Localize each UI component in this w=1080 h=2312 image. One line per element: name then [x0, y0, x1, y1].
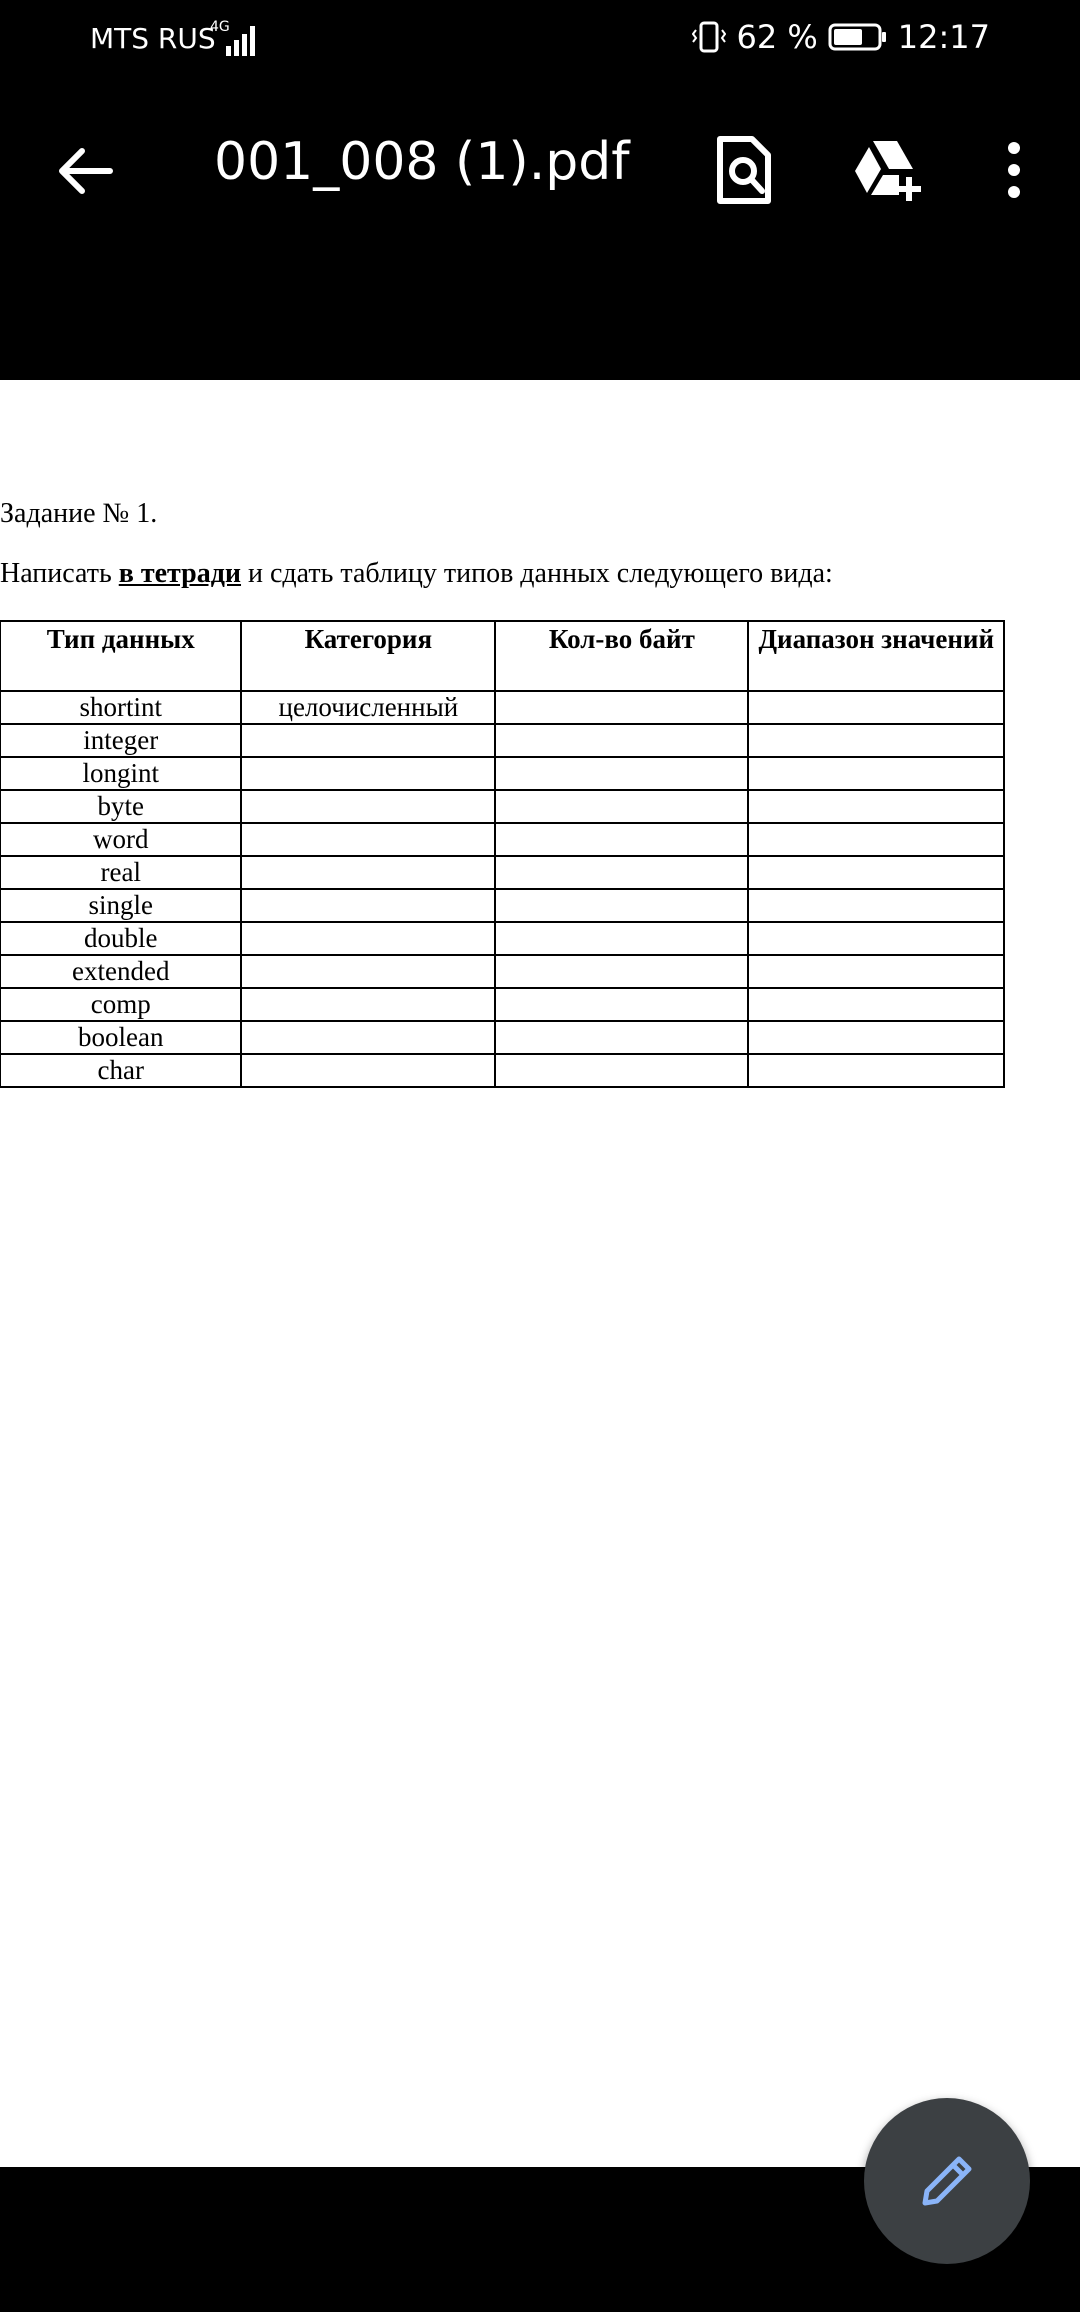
header-type: Тип данных	[0, 621, 241, 691]
cell-bytes	[495, 724, 748, 757]
instruction-emphasis: в тетради	[118, 558, 242, 589]
cell-range	[748, 889, 1004, 922]
arrow-left-icon	[52, 138, 118, 204]
table-row	[0, 757, 1004, 790]
table-row	[0, 1054, 1004, 1087]
cell-category	[241, 889, 495, 922]
instruction-prefix: Написать	[0, 558, 119, 589]
table-row	[0, 724, 1004, 757]
cell-range	[748, 823, 1004, 856]
cell-category	[241, 790, 495, 823]
cell-type: shortint	[0, 691, 241, 724]
table-row	[0, 856, 1004, 889]
pdf-page	[0, 380, 1080, 2167]
cell-type: comp	[0, 988, 241, 1021]
cell-bytes	[495, 889, 748, 922]
back-button[interactable]	[52, 138, 118, 204]
cell-type: byte	[0, 790, 241, 823]
status-bar	[0, 0, 1080, 80]
cell-range	[748, 757, 1004, 790]
carrier-name: MTS RUS	[90, 22, 216, 55]
cell-category	[241, 1021, 495, 1054]
data-types-table	[0, 620, 1005, 1088]
find-in-document-button[interactable]	[704, 130, 784, 210]
battery-icon	[828, 22, 888, 52]
battery-percent: 62 %	[736, 18, 818, 56]
more-vert-icon	[1004, 140, 1024, 200]
task-heading: Задание № 1.	[0, 498, 158, 529]
drive-add-icon	[851, 137, 925, 203]
vibrate-icon	[692, 20, 726, 54]
cell-range	[748, 1021, 1004, 1054]
cell-type: extended	[0, 955, 241, 988]
cell-range	[748, 922, 1004, 955]
table-row	[0, 889, 1004, 922]
cell-category	[241, 988, 495, 1021]
cell-category	[241, 757, 495, 790]
cell-type: real	[0, 856, 241, 889]
cell-bytes	[495, 757, 748, 790]
cell-category	[241, 955, 495, 988]
cell-range	[748, 1054, 1004, 1087]
cell-range	[748, 790, 1004, 823]
cell-bytes	[495, 1054, 748, 1087]
table-row	[0, 988, 1004, 1021]
cell-type: word	[0, 823, 241, 856]
table-row	[0, 922, 1004, 955]
instruction-suffix: и сдать таблицу типов данных следующего вида:	[241, 558, 833, 589]
cell-bytes	[495, 823, 748, 856]
table-header-row	[0, 621, 1004, 691]
cell-category	[241, 856, 495, 889]
cell-category	[241, 724, 495, 757]
header-category: Категория	[241, 621, 495, 691]
cell-category	[241, 922, 495, 955]
cell-range	[748, 691, 1004, 724]
signal-strength-icon	[222, 22, 262, 56]
cell-bytes	[495, 856, 748, 889]
cell-type: char	[0, 1054, 241, 1087]
more-options-button[interactable]	[986, 130, 1042, 210]
header-range: Диапазон значений	[748, 621, 1004, 691]
cell-bytes	[495, 1021, 748, 1054]
cell-bytes	[495, 790, 748, 823]
cell-category	[241, 1054, 495, 1087]
cell-range	[748, 988, 1004, 1021]
cell-type: single	[0, 889, 241, 922]
cell-type: boolean	[0, 1021, 241, 1054]
cell-bytes	[495, 922, 748, 955]
edit-fab-button[interactable]	[864, 2098, 1030, 2264]
pencil-icon	[915, 2149, 979, 2213]
add-to-drive-button[interactable]	[848, 130, 928, 210]
network-type-badge: 4G	[210, 19, 230, 35]
table-row	[0, 691, 1004, 724]
status-right-group	[692, 18, 990, 56]
header-bytes: Кол-во байт	[495, 621, 748, 691]
cell-bytes	[495, 691, 748, 724]
cell-type: double	[0, 922, 241, 955]
clock: 12:17	[897, 18, 990, 56]
cell-category: целочисленный	[241, 691, 495, 724]
cell-range	[748, 856, 1004, 889]
app-bar	[0, 80, 1080, 380]
cell-range	[748, 724, 1004, 757]
table-row	[0, 823, 1004, 856]
cell-range	[748, 955, 1004, 988]
table-row	[0, 955, 1004, 988]
instruction-text	[0, 558, 833, 590]
table-row	[0, 1021, 1004, 1054]
cell-type: longint	[0, 757, 241, 790]
cell-type: integer	[0, 724, 241, 757]
cell-category	[241, 823, 495, 856]
cell-bytes	[495, 955, 748, 988]
table-row	[0, 790, 1004, 823]
cell-bytes	[495, 988, 748, 1021]
document-title: 001_008 (1).pdf	[214, 132, 630, 192]
find-in-document-icon	[714, 135, 774, 205]
